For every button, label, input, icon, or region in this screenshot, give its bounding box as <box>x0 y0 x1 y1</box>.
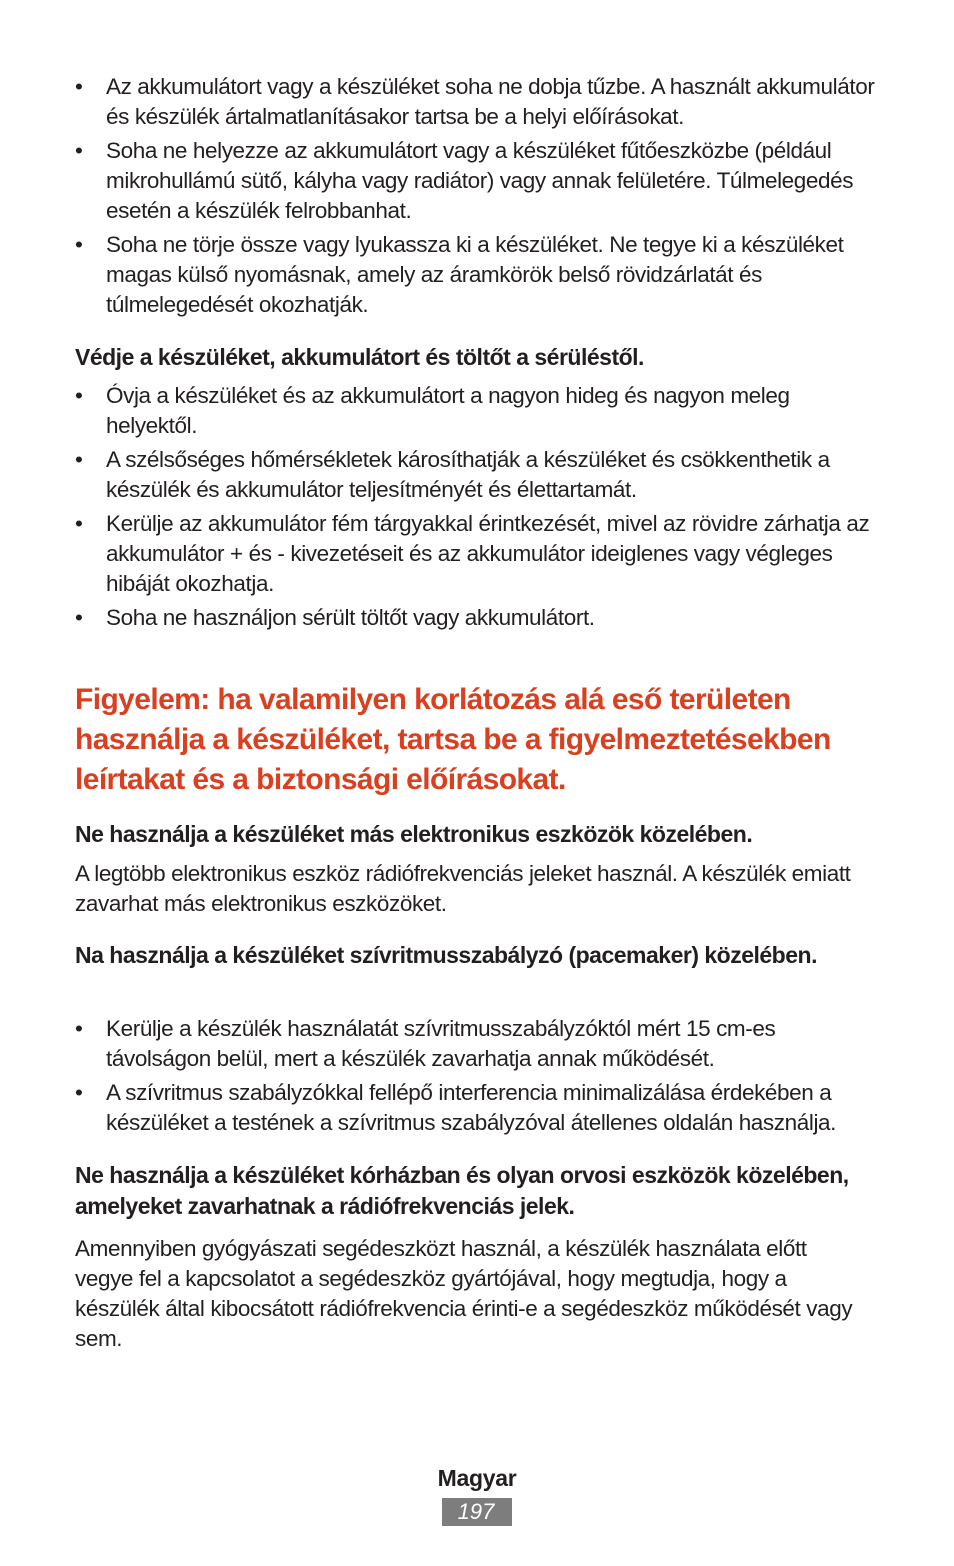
bullet-glyph: • <box>75 1080 83 1105</box>
bullet-glyph: • <box>75 232 83 257</box>
section-heading-electronic-devices: Ne használja a készüléket más elektronikus eszközök közelében. <box>75 821 753 847</box>
section-heading-hospital: Ne használja a készüléket kórházban és olyan orvosi eszközök közelében, amelyeket zavarhatnak a rádiófrekvenciás jelek. <box>75 1162 849 1219</box>
list-item-text: Soha ne helyezze az akkumulátort vagy a készüléket fűtőeszközbe (például mikrohullámú sütő, kályha vagy radiátor) vagy annak felületére. Túlmelegedés esetén a készülék felrobbanhat. <box>106 138 854 223</box>
pacemaker-list <box>75 1014 885 1142</box>
footer-language: Magyar <box>437 1465 517 1491</box>
list-item-text: A szélsőséges hőmérsékletek károsíthatják a készüléket és csökkenthetik a készülék és akkumulátor teljesítményét és élettartamát. <box>106 447 830 502</box>
list-item <box>75 445 885 505</box>
bullet-glyph: • <box>75 605 83 630</box>
list-item-text: Kerülje a készülék használatát szívritmusszabályzóktól mért 15 cm-es távolságon belül, mert a készülék zavarhatja annak működését. <box>106 1016 776 1071</box>
list-item-text: Soha ne használjon sérült töltőt vagy akkumulátort. <box>106 605 595 630</box>
bullet-glyph: • <box>75 74 83 99</box>
list-item <box>75 603 885 633</box>
section-heading-protect-device: Védje a készüléket, akkumulátort és töltőt a sérüléstől. <box>75 344 644 370</box>
list-item-text: Óvja a készüléket és az akkumulátort a nagyon hideg és nagyon meleg helyektől. <box>106 383 790 438</box>
list-item-text: Az akkumulátort vagy a készüléket soha ne dobja tűzbe. A használt akkumulátor és készülék ártalmatlanításakor tartsa be a helyi előírásokat. <box>106 74 875 129</box>
list-item <box>75 381 885 441</box>
bullet-glyph: • <box>75 383 83 408</box>
list-item <box>75 136 885 226</box>
list-item <box>75 1014 885 1074</box>
list-item <box>75 509 885 599</box>
bullet-glyph: • <box>75 447 83 472</box>
list-item-text: Kerülje az akkumulátor fém tárgyakkal érintkezését, mivel az rövidre zárhatja az akkumulátor + és - kivezetéseit és az akkumulátor ideiglenes vagy végleges hibáját okozhatja. <box>106 511 870 596</box>
list-item <box>75 230 885 320</box>
protect-device-list <box>75 381 885 637</box>
list-item <box>75 1078 885 1138</box>
section-heading-pacemaker: Na használja a készüléket szívritmusszabályzó (pacemaker) közelében. <box>75 942 817 968</box>
bullet-glyph: • <box>75 511 83 536</box>
bullet-glyph: • <box>75 138 83 163</box>
list-item-text: Soha ne törje össze vagy lyukassza ki a készüléket. Ne tegye ki a készüléket magas külső nyomásnak, amely az áramkörök belső rövidzárlatát és túlmelegedését okozhatják. <box>106 232 844 317</box>
fire-safety-list <box>75 72 885 324</box>
bullet-glyph: • <box>75 1016 83 1041</box>
page-number: 197 <box>442 1498 513 1526</box>
section-text-hospital: Amennyiben gyógyászati segédeszközt használ, a készülék használata előtt vegye fel a kapcsolatot a segédeszköz gyártójával, hogy megtudja, hogy a készülék által kibocsátott rádiófrekvencia érinti-e a segédeszköz működését vagy sem. <box>75 1236 853 1351</box>
list-item-text: A szívritmus szabályzókkal fellépő interferencia minimalizálása érdekében a készüléket a testének a szívritmus szabályzóval átellenes oldalán használja. <box>106 1080 837 1135</box>
warning-heading: Figyelem: ha valamilyen korlátozás alá eső területen használja a készüléket, tartsa be a figyelmeztetésekben leírtakat és a biztonsági előírásokat. <box>75 683 831 796</box>
page-footer <box>0 1463 954 1526</box>
list-item <box>75 72 885 132</box>
section-text-electronic-devices: A legtöbb elektronikus eszköz rádiófrekvenciás jeleket használ. A készülék emiatt zavarhat más elektronikus eszközöket. <box>75 861 851 916</box>
